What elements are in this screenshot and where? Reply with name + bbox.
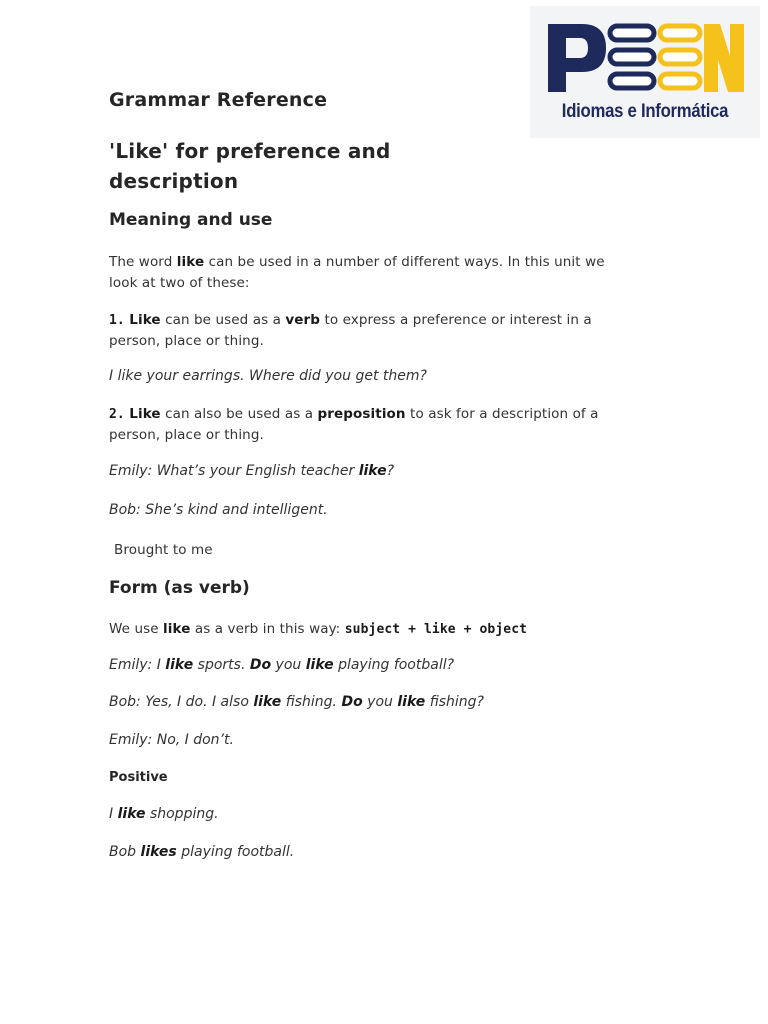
positive-example-2 <box>109 844 294 860</box>
pos-1-c: shopping. <box>145 806 219 822</box>
pos-2-c: playing football. <box>176 844 295 860</box>
form-rule-keyword: like <box>163 621 191 637</box>
dialog-1-b: like <box>165 657 194 673</box>
page-title <box>109 136 391 196</box>
document-heading: Grammar Reference <box>109 89 328 111</box>
logo-tagline: Idiomas e Informática <box>561 101 729 122</box>
form-rule-formula: subject + like + object <box>344 622 528 637</box>
intro-text-cont: can be used in a number of different ways. In this unit we <box>204 254 605 270</box>
dialog-2-b: like <box>253 694 282 710</box>
dialog-1-f: like <box>305 657 334 673</box>
positive-label: Positive <box>109 770 168 785</box>
title-line-1: 'Like' for preference and <box>109 139 391 163</box>
example-teacher-keyword: like <box>358 463 387 479</box>
example-teacher-end: ? <box>386 463 395 479</box>
dialog-1-e: you <box>271 657 306 673</box>
example-teacher-text: Emily: What’s your English teacher <box>109 463 359 479</box>
dialog-1-a: Emily: I <box>109 657 166 673</box>
point-1 <box>109 310 592 352</box>
dialog-2-e: you <box>362 694 398 710</box>
intro-text: The word <box>109 254 177 270</box>
point-1-line2: person, place or thing. <box>109 333 264 349</box>
point-2-preposition: preposition <box>317 406 406 422</box>
point-2-line2: person, place or thing. <box>109 427 264 443</box>
pos-2-b: likes <box>140 844 177 860</box>
note-brought: Brought to me <box>114 542 213 558</box>
dialog-2-f: like <box>397 694 426 710</box>
intro-keyword: like <box>176 254 205 270</box>
dialog-2-a: Bob: Yes, I do. I also <box>109 694 254 710</box>
point-2-keyword: Like <box>129 406 161 422</box>
dialog-line-2 <box>109 694 484 710</box>
title-line-2: description <box>109 169 239 193</box>
peen-logo <box>530 6 760 138</box>
intro-text-line2: look at two of these: <box>109 275 250 291</box>
positive-example-1 <box>109 806 219 822</box>
form-rule-text-cont: as a verb in this way: <box>190 621 345 637</box>
form-rule-text: We use <box>109 621 164 637</box>
point-1-keyword: Like <box>129 312 161 328</box>
point-2-number: 2. <box>109 407 125 422</box>
example-earrings: I like your earrings. Where did you get them? <box>109 368 427 384</box>
form-heading: Form (as verb) <box>109 578 250 598</box>
pos-1-a: I <box>109 806 118 822</box>
pos-2-a: Bob <box>109 844 141 860</box>
dialog-1-c: sports. <box>193 657 250 673</box>
form-rule <box>109 619 527 640</box>
point-2-text: can also be used as a <box>160 406 318 422</box>
dialog-2-d: Do <box>341 694 363 710</box>
meaning-heading: Meaning and use <box>109 210 273 230</box>
point-2-text-cont: to ask for a description of a <box>405 406 599 422</box>
example-bob-reply: Bob: She’s kind and intelligent. <box>109 502 328 518</box>
example-teacher <box>109 463 394 479</box>
point-1-number: 1. <box>109 313 125 328</box>
dialog-line-1 <box>109 657 454 673</box>
dialog-2-g: fishing? <box>425 694 484 710</box>
dialog-2-c: fishing. <box>281 694 342 710</box>
dialog-line-3: Emily: No, I don’t. <box>109 732 234 748</box>
point-1-text-cont: to express a preference or interest in a <box>320 312 592 328</box>
intro-paragraph <box>109 252 605 294</box>
point-2 <box>109 404 599 446</box>
dialog-1-d: Do <box>249 657 272 673</box>
point-1-verb: verb <box>285 312 321 328</box>
pos-1-b: like <box>117 806 146 822</box>
point-1-text: can be used as a <box>160 312 286 328</box>
dialog-1-g: playing football? <box>333 657 455 673</box>
